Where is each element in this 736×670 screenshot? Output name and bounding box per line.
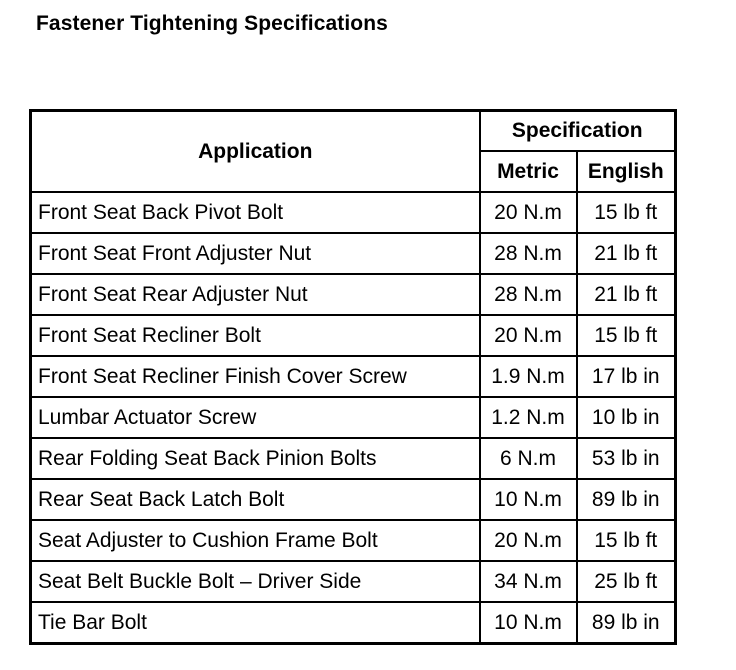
- application-header: Application: [31, 111, 480, 193]
- metric-cell: 1.2 N.m: [480, 397, 577, 438]
- english-cell: 21 lb ft: [577, 274, 676, 315]
- table-row: [31, 561, 676, 602]
- fastener-spec-table: [29, 109, 677, 645]
- english-cell: 89 lb in: [577, 479, 676, 520]
- table-row: [31, 520, 676, 561]
- metric-cell: 20 N.m: [480, 520, 577, 561]
- english-cell: 17 lb in: [577, 356, 676, 397]
- metric-cell: 20 N.m: [480, 315, 577, 356]
- metric-cell: 28 N.m: [480, 274, 577, 315]
- application-cell: Seat Belt Buckle Bolt – Driver Side: [31, 561, 480, 602]
- metric-header: Metric: [480, 151, 577, 192]
- page-title: Fastener Tightening Specifications: [36, 12, 388, 35]
- table-row: [31, 192, 676, 233]
- application-cell: Front Seat Recliner Finish Cover Screw: [31, 356, 480, 397]
- application-cell: Front Seat Back Pivot Bolt: [31, 192, 480, 233]
- application-cell: Front Seat Recliner Bolt: [31, 315, 480, 356]
- metric-cell: 6 N.m: [480, 438, 577, 479]
- metric-cell: 20 N.m: [480, 192, 577, 233]
- application-cell: Seat Adjuster to Cushion Frame Bolt: [31, 520, 480, 561]
- application-cell: Tie Bar Bolt: [31, 602, 480, 644]
- table-row: [31, 602, 676, 644]
- english-cell: 15 lb ft: [577, 315, 676, 356]
- table-row: [31, 315, 676, 356]
- english-cell: 89 lb in: [577, 602, 676, 644]
- english-cell: 25 lb ft: [577, 561, 676, 602]
- table-row: [31, 274, 676, 315]
- english-cell: 15 lb ft: [577, 192, 676, 233]
- metric-cell: 10 N.m: [480, 479, 577, 520]
- metric-cell: 28 N.m: [480, 233, 577, 274]
- metric-cell: 1.9 N.m: [480, 356, 577, 397]
- specification-header: Specification: [480, 111, 676, 152]
- english-cell: 10 lb in: [577, 397, 676, 438]
- application-cell: Rear Seat Back Latch Bolt: [31, 479, 480, 520]
- table-row: [31, 438, 676, 479]
- english-cell: 21 lb ft: [577, 233, 676, 274]
- table-row: [31, 233, 676, 274]
- application-cell: Rear Folding Seat Back Pinion Bolts: [31, 438, 480, 479]
- application-cell: Lumbar Actuator Screw: [31, 397, 480, 438]
- metric-cell: 34 N.m: [480, 561, 577, 602]
- table-row: [31, 397, 676, 438]
- english-cell: 53 lb in: [577, 438, 676, 479]
- english-cell: 15 lb ft: [577, 520, 676, 561]
- english-header: English: [577, 151, 676, 192]
- application-cell: Front Seat Rear Adjuster Nut: [31, 274, 480, 315]
- table-row: [31, 356, 676, 397]
- metric-cell: 10 N.m: [480, 602, 577, 644]
- application-cell: Front Seat Front Adjuster Nut: [31, 233, 480, 274]
- table-row: [31, 479, 676, 520]
